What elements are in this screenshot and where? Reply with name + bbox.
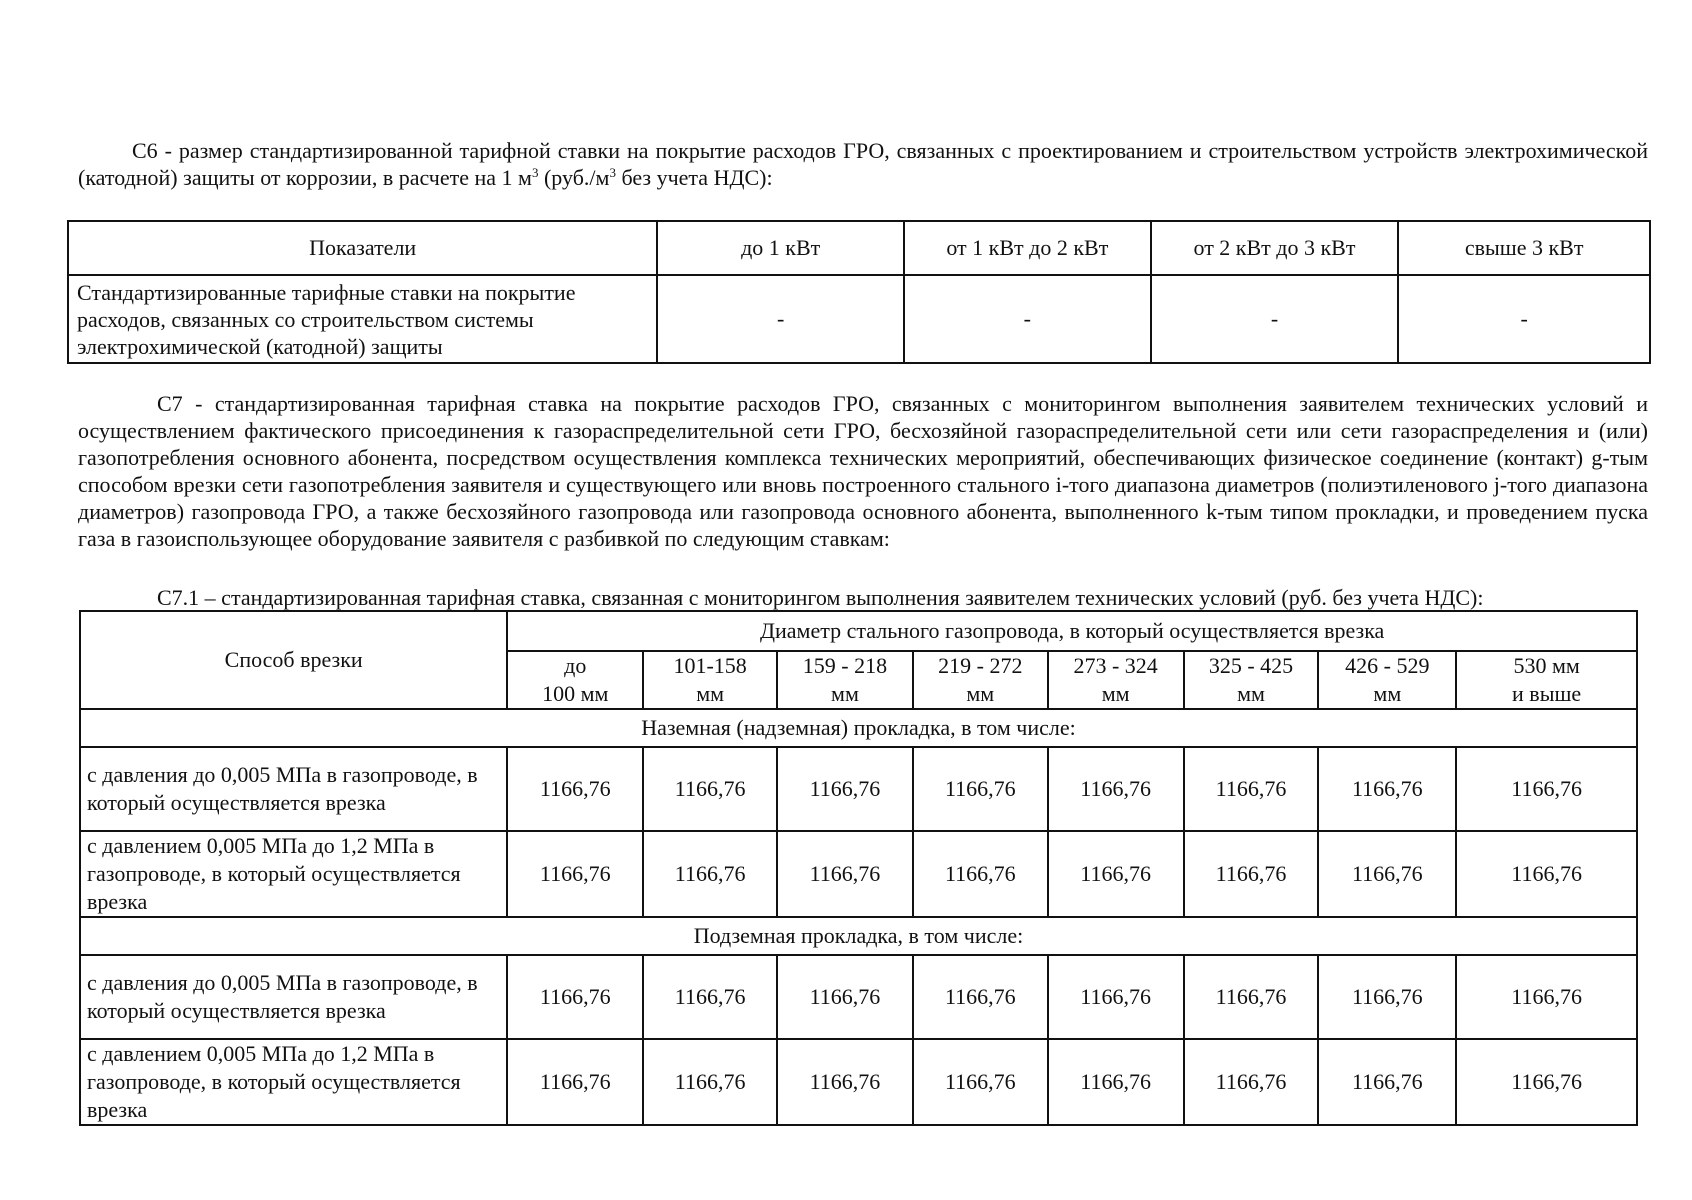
c6-row-label: Стандартизированные тарифные ставки на покрытие расходов, связанных со строительством системы электрохимической (катодной) защиты (68, 275, 657, 363)
rate-value: 1166,76 (777, 747, 913, 831)
rate-value: 1166,76 (913, 955, 1048, 1039)
c71-diameter-header: Диаметр стального газопровода, в который осуществляется врезка (507, 611, 1637, 651)
table-row (80, 831, 1637, 917)
c71-diameter-cell (1456, 651, 1637, 709)
c71-table (79, 610, 1638, 1126)
c6-table (67, 220, 1651, 364)
rate-value: 1166,76 (1456, 955, 1637, 1039)
c71-diameter-cell (913, 651, 1048, 709)
rate-value: 1166,76 (1318, 955, 1456, 1039)
c6-header-col: до 1 кВт (657, 221, 904, 275)
rate-value: 1166,76 (643, 747, 777, 831)
table-row (80, 1039, 1637, 1125)
c6-row-value: - (904, 275, 1151, 363)
rate-value: 1166,76 (1456, 747, 1637, 831)
c71-diameter-top: 530 мм (1513, 653, 1580, 678)
c6-row-value: - (657, 275, 904, 363)
c71-diameter-bottom: мм (1237, 681, 1265, 706)
c71-diameter-bottom: мм (1373, 681, 1402, 706)
section-title: Подземная прокладка, в том числе: (80, 917, 1637, 955)
c6-paragraph: С6 - размер стандартизированной тарифной ставки на покрытие расходов ГРО, связанных с проектированием и строительством устройств электрохимической (катодной) защиты от коррозии, в расчете на 1 $м^3$ ($руб./м^3$ без учета НДС): (78, 138, 1648, 190)
rate-value: 1166,76 (643, 955, 777, 1039)
c71-diameter-bottom: и выше (1512, 681, 1582, 706)
rate-value: 1166,76 (1048, 831, 1184, 917)
rate-value: 1166,76 (507, 747, 643, 831)
row-label: с давлением 0,005 МПа до 1,2 МПа в газопроводе, в который осуществляется врезка (80, 1039, 507, 1125)
rate-value: 1166,76 (507, 831, 643, 917)
rate-value: 1166,76 (507, 1039, 643, 1125)
c7-paragraph: С7 - стандартизированная тарифная ставка на покрытие расходов ГРО, связанных с мониторингом выполнения заявителем технических условий и осуществлением фактического присоединения к газораспределительной сети ГРО, бесхозяйной газораспределительной сети или сети газораспределения и (или) газопотребления основного абонента, посредством осуществления комплекса технических мероприятий, обеспечивающих физическое соединение (контакт) g-тым способом врезки сети газопотребления заявителя и существующего или вновь построенного стального i-того диапазона диаметров (полиэтиленового j-того диапазона диаметров) газопровода ГРО, а также бесхозяйного газопровода или газопровода основного абонента, выполненного k-тым типом прокладки, и проведением пуска газа в газоиспользующее оборудование заявителя с разбивкой по следующим ставкам: (78, 391, 1648, 551)
c71-diameter-cell (643, 651, 777, 709)
rate-value: 1166,76 (1048, 747, 1184, 831)
c71-diameter-cell (1048, 651, 1184, 709)
section-title: Наземная (надземная) прокладка, в том числе: (80, 709, 1637, 747)
rate-value: 1166,76 (643, 1039, 777, 1125)
c71-table-body (80, 709, 1637, 1125)
rate-value: 1166,76 (777, 955, 913, 1039)
c71-diameter-top: 426 - 529 (1345, 653, 1430, 678)
c71-diameter-top: 219 - 272 (938, 653, 1023, 678)
rate-value: 1166,76 (1318, 1039, 1456, 1125)
rate-value: 1166,76 (1048, 1039, 1184, 1125)
c6-table-header-row (68, 221, 1650, 275)
c6-row-value: - (1398, 275, 1650, 363)
c71-diameter-top: 325 - 425 (1208, 653, 1294, 678)
rate-value: 1166,76 (913, 747, 1048, 831)
rate-value: 1166,76 (1048, 955, 1184, 1039)
c71-diameter-cell (1318, 651, 1456, 709)
c71-paragraph: С7.1 – стандартизированная тарифная ставка, связанная с мониторингом выполнения заявителем технических условий (руб. без учета НДС): (157, 585, 1484, 610)
rate-value: 1166,76 (913, 1039, 1048, 1125)
c71-diameter-top: 273 - 324 (1073, 653, 1158, 678)
c71-diameter-bottom: 100 мм (542, 681, 609, 706)
rate-value: 1166,76 (643, 831, 777, 917)
c71-diameter-cell (777, 651, 913, 709)
c71-diameter-top: до (564, 653, 587, 678)
c71-diameter-cell (507, 651, 643, 709)
rate-value: 1166,76 (507, 955, 643, 1039)
rate-value: 1166,76 (1184, 1039, 1319, 1125)
c71-diameter-bottom: мм (1101, 681, 1130, 706)
row-label: с давлением 0,005 МПа до 1,2 МПа в газопроводе, в который осуществляется врезка (80, 831, 507, 917)
row-label: с давления до 0,005 МПа в газопроводе, в который осуществляется врезка (80, 955, 507, 1039)
rate-value: 1166,76 (1184, 955, 1319, 1039)
c71-diameter-top: 101-158 (673, 653, 747, 678)
rate-value: 1166,76 (1456, 831, 1637, 917)
c71-diameter-bottom: мм (966, 681, 995, 706)
table-row (80, 955, 1637, 1039)
section-row (80, 917, 1637, 955)
row-label: с давления до 0,005 МПа в газопроводе, в который осуществляется врезка (80, 747, 507, 831)
c6-header-col: свыше 3 кВт (1398, 221, 1650, 275)
c71-diameter-top: 159 - 218 (802, 653, 888, 678)
c6-header-col: от 2 кВт до 3 кВт (1151, 221, 1399, 275)
rate-value: 1166,76 (1318, 747, 1456, 831)
c71-header-row (80, 611, 1637, 651)
c71-diameter-cell (1184, 651, 1319, 709)
c71-diameter-bottom: мм (696, 681, 725, 706)
rate-value: 1166,76 (913, 831, 1048, 917)
rate-value: 1166,76 (1184, 831, 1319, 917)
rate-value: 1166,76 (1184, 747, 1319, 831)
rate-value: 1166,76 (777, 1039, 913, 1125)
c6-header-indicator: Показатели (68, 221, 657, 275)
table-row (80, 747, 1637, 831)
c71-diameter-bottom: мм (831, 681, 859, 706)
c71-method-header: Способ врезки (80, 611, 507, 709)
c6-row-value: - (1151, 275, 1399, 363)
c6-header-col: от 1 кВт до 2 кВт (904, 221, 1151, 275)
rate-value: 1166,76 (777, 831, 913, 917)
rate-value: 1166,76 (1318, 831, 1456, 917)
section-row (80, 709, 1637, 747)
c6-table-row (68, 275, 1650, 363)
rate-value: 1166,76 (1456, 1039, 1637, 1125)
